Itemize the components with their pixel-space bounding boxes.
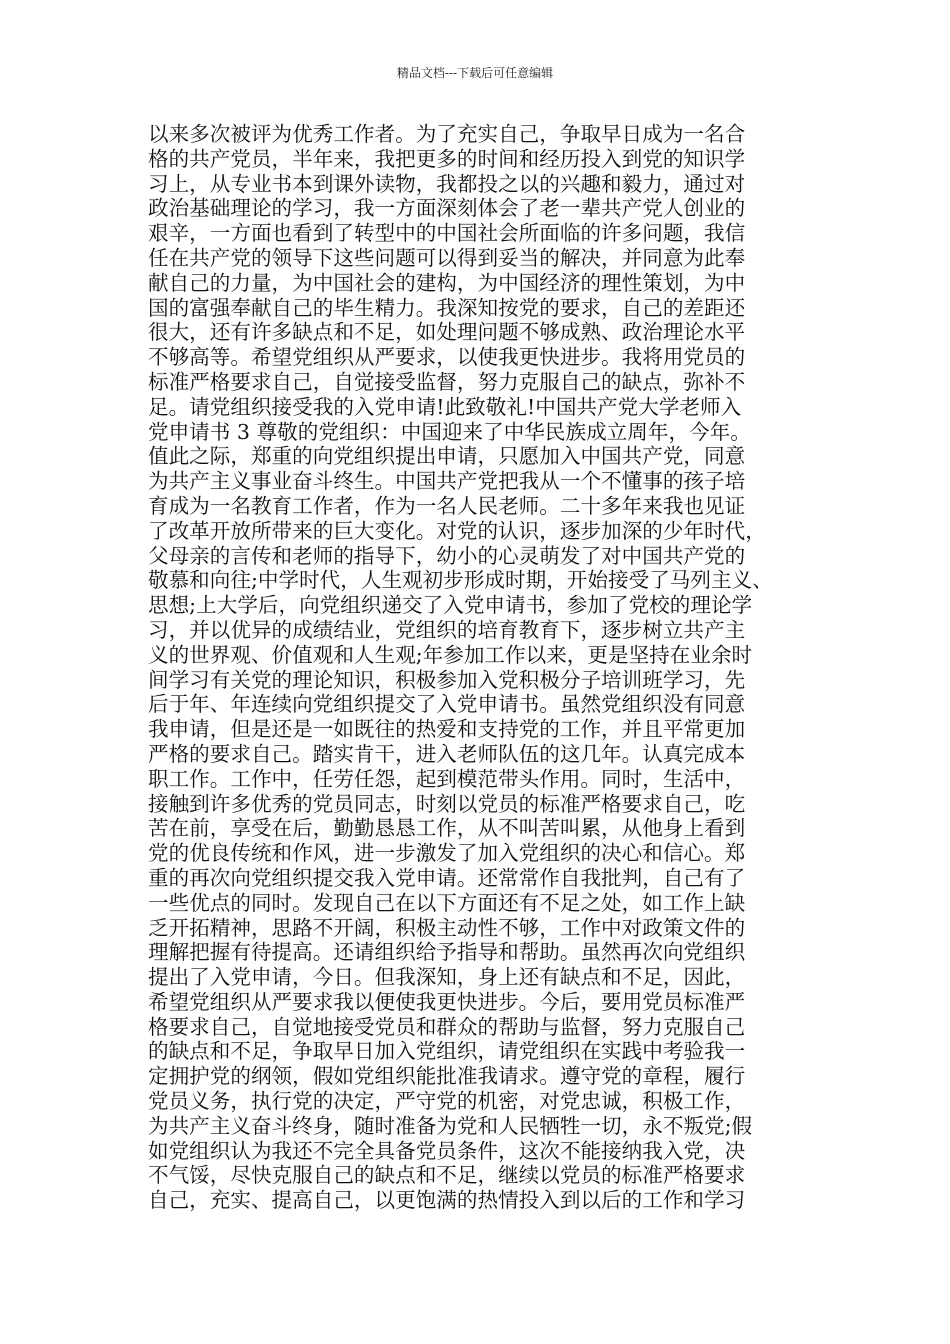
text-line: 献自己的力量，为中国社会的建构，为中国经济的理性策划，为中	[148, 270, 746, 295]
text-line: 提出了入党申请，今日。但我深知，身上还有缺点和不足，因此，	[148, 965, 746, 990]
text-line: 艰辛，一方面也看到了转型中的中国社会所面临的许多问题，我信	[148, 221, 746, 246]
text-line: 后于年、年连续向党组织提交了入党申请书。虽然党组织没有同意	[148, 692, 746, 717]
text-line: 义的世界观、价值观和人生观;年参加工作以来，更是坚持在业余时	[148, 642, 753, 667]
text-line: 以来多次被评为优秀工作者。为了充实自己，争取早日成为一名合	[148, 122, 746, 146]
text-line: 习，并以优异的成绩结业，党组织的培育教育下，逐步树立共产主	[148, 617, 746, 642]
text-line: 标准严格要求自己，自觉接受监督，努力克服自己的缺点，弥补不	[148, 369, 746, 394]
text-line: 育成为一名教育工作者，作为一名人民老师。二十多年来我也见证	[148, 493, 746, 518]
page-header: 精品文档---下载后可任意编辑	[396, 66, 554, 80]
text-line: 国的富强奉献自己的毕生精力。我深知按党的要求，自己的差距还	[148, 295, 746, 320]
text-line: 党员义务，执行党的决定，严守党的机密，对党忠诚，积极工作，	[148, 1089, 746, 1114]
body-text	[148, 122, 820, 1213]
text-line: 不够高等。希望党组织从严要求，以使我更快进步。我将用党员的	[148, 345, 746, 370]
text-line: 为共产主义事业奋斗终生。中国共产党把我从一个不懂事的孩子培	[148, 469, 746, 494]
text-line: 父母亲的言传和老师的指导下，幼小的心灵萌发了对中国共产党的	[148, 543, 746, 568]
text-line: 希望党组织从严要求我以便使我更快进步。今后，要用党员标准严	[148, 989, 746, 1014]
text-line: 任在共产党的领导下这些问题可以得到妥当的解决，并同意为此奉	[148, 245, 746, 270]
text-line: 的缺点和不足，争取早日加入党组织，请党组织在实践中考验我一	[148, 1039, 746, 1064]
text-line: 敬慕和向往;中学时代，人生观初步形成时期，开始接受了马列主义、	[148, 568, 773, 593]
text-line: 足。请党组织接受我的入党申请!此致敬礼!中国共产党大学老师入	[148, 394, 742, 419]
text-line: 格要求自己，自觉地接受党员和群众的帮助与监督，努力克服自己	[148, 1014, 746, 1039]
text-line: 为共产主义奋斗终身，随时准备为党和人民牺牲一切，永不叛党;假	[148, 1113, 753, 1138]
text-line: 值此之际，郑重的向党组织提出申请，只愿加入中国共产党，同意	[148, 444, 746, 469]
text-line: 习上，从专业书本到课外读物，我都投之以的兴趣和毅力，通过对	[148, 171, 746, 196]
text-line: 重的再次向党组织提交我入党申请。还常常作自我批判，自己有了	[148, 865, 746, 890]
text-line: 党的优良传统和作风，进一步激发了加入党组织的决心和信心。郑	[148, 841, 746, 866]
text-line: 我申请，但是还是一如既往的热爱和支持党的工作，并且平常更加	[148, 717, 746, 742]
text-line: 不气馁，尽快克服自己的缺点和不足，继续以党员的标准严格要求	[148, 1163, 746, 1188]
text-line: 接触到许多优秀的党员同志，时刻以党员的标准严格要求自己，吃	[148, 791, 746, 816]
text-line: 政治基础理论的学习，我一方面深刻体会了老一辈共产党人创业的	[148, 196, 746, 221]
text-line: 一些优点的同时。发现自己在以下方面还有不足之处，如工作上缺	[148, 890, 746, 915]
text-line: 职工作。工作中，任劳任怨，起到模范带头作用。同时，生活中，	[148, 766, 746, 791]
text-line: 了改革开放所带来的巨大变化。对党的认识，逐步加深的少年时代，	[148, 518, 766, 543]
text-line: 党申请书 3 尊敬的党组织：中国迎来了中华民族成立周年，今年。	[148, 419, 751, 444]
text-line: 格的共产党员，半年来，我把更多的时间和经历投入到党的知识学	[148, 146, 746, 171]
text-line: 苦在前，享受在后，勤勤恳恳工作，从不叫苦叫累，从他身上看到	[148, 816, 746, 841]
text-line: 间学习有关党的理论知识，积极参加入党积极分子培训班学习，先	[148, 667, 746, 692]
text-line: 定拥护党的纲领，假如党组织能批准我请求。遵守党的章程，履行	[148, 1064, 746, 1089]
text-line: 严格的要求自己。踏实肯干，进入老师队伍的这几年。认真完成本	[148, 741, 746, 766]
text-line: 理解把握有待提高。还请组织给予指导和帮助。虽然再次向党组织	[148, 940, 746, 965]
text-line: 自己，充实、提高自己，以更饱满的热情投入到以后的工作和学习	[148, 1188, 746, 1213]
text-line: 如党组织认为我还不完全具备党员条件，这次不能接纳我入党，决	[148, 1138, 746, 1163]
text-line: 乏开拓精神，思路不开阔，积极主动性不够，工作中对政策文件的	[148, 915, 746, 940]
text-line: 思想;上大学后，向党组织递交了入党申请书，参加了党校的理论学	[148, 593, 753, 618]
text-line: 很大，还有许多缺点和不足，如处理问题不够成熟、政治理论水平	[148, 320, 746, 345]
